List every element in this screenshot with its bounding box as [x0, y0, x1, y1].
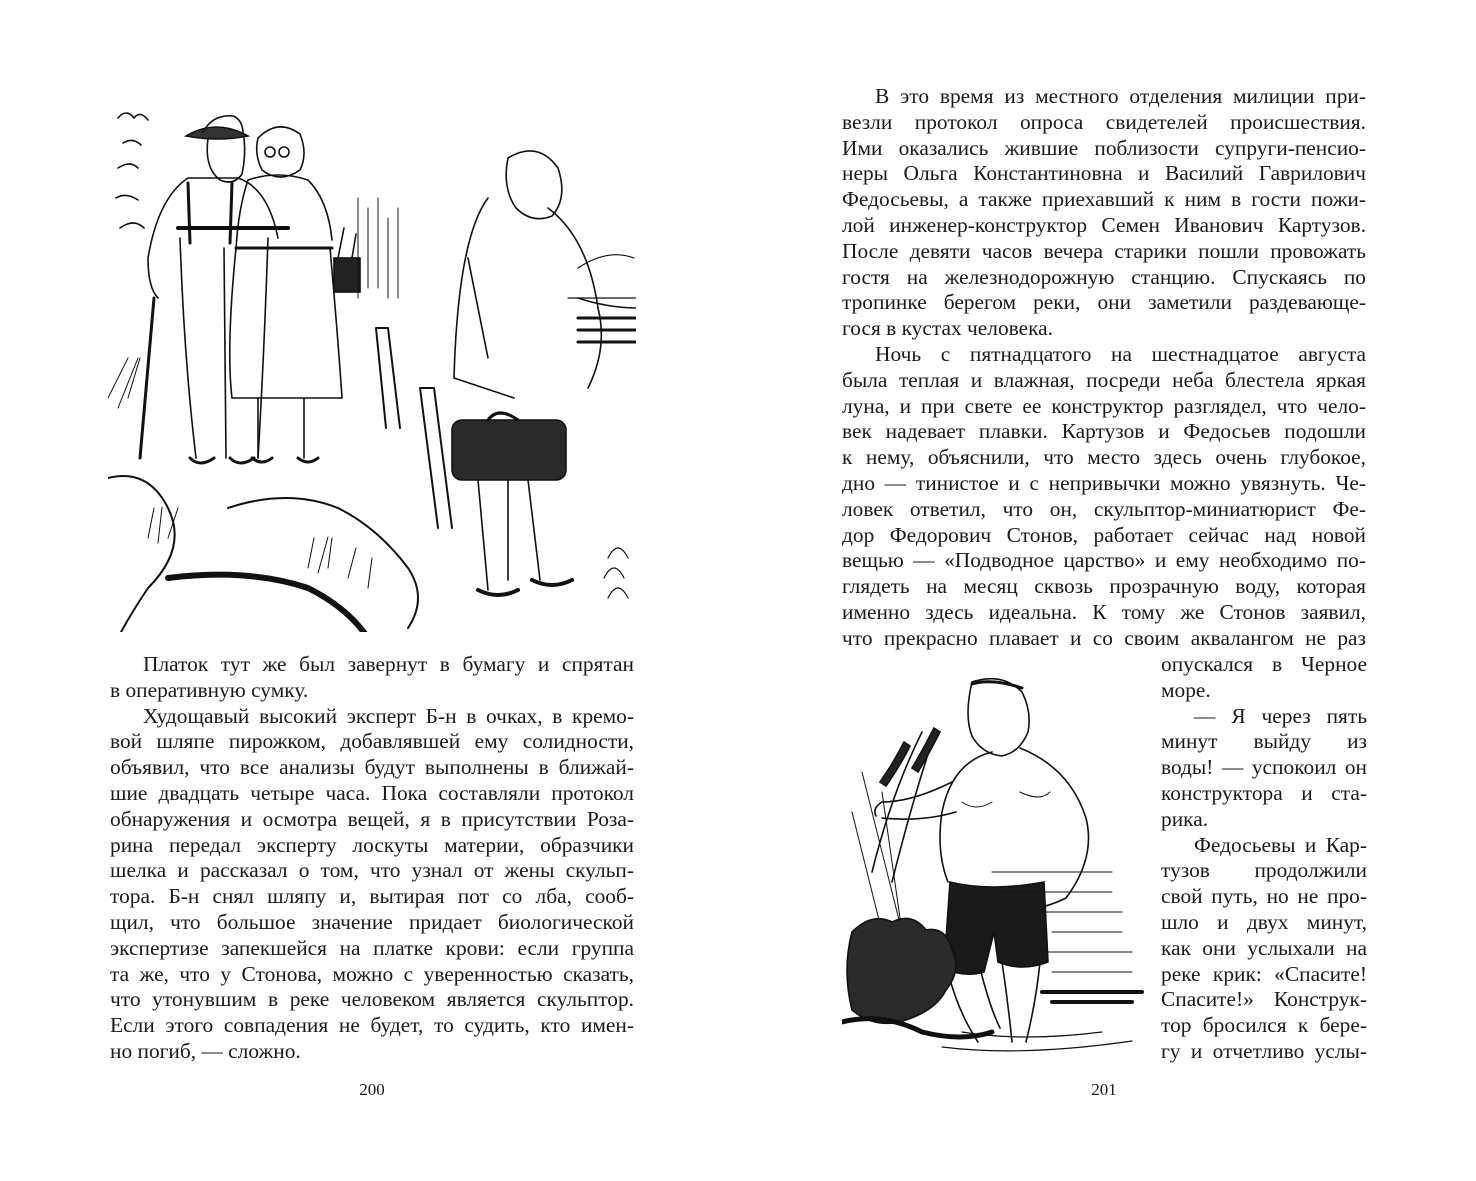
text-line: вещью — «Подводное царство» и ему необходимо по-	[842, 548, 1366, 573]
paragraph	[842, 342, 1366, 652]
text-line: В это время из местного отделения милиции при-	[875, 84, 1366, 108]
text-line: рина передал эксперту лоскуты материи, образчики	[110, 832, 634, 857]
text-line: свой путь, но не про-	[1161, 884, 1367, 909]
paragraph	[110, 652, 634, 704]
illustration-drawing	[842, 672, 1152, 1062]
page-number-left: 200	[359, 1080, 385, 1099]
text-line: шло и двух минут,	[1161, 909, 1367, 934]
right-page-body-text	[842, 84, 1366, 652]
text-line: гу и отчетливо услы-	[1161, 1038, 1367, 1063]
left-page-body-text	[110, 652, 634, 1065]
text-line: тор бросился к бере-	[1161, 1013, 1367, 1038]
text-line: дор Федорович Стонов, работает сейчас над новой	[842, 522, 1366, 547]
text-line: Ночь с пятнадцатого на шестнадцатое августа	[875, 341, 1366, 366]
text-line: море.	[1161, 677, 1211, 702]
text-line: именно здесь идеальна. К тому же Стонов заявил,	[842, 599, 1366, 624]
text-line: неры Ольга Константиновна и Василий Гаврилович	[842, 161, 1366, 186]
text-line: — Я через пять	[1194, 703, 1367, 728]
text-line: Федосьевы и Кар-	[1194, 832, 1367, 857]
text-line: объявил, что все анализы будут выполнены в ближай-	[110, 755, 634, 780]
paragraph	[1161, 833, 1367, 1065]
text-line: Ими оказались жившие поблизости супруги-пенсио-	[842, 135, 1366, 160]
page-number-right: 201	[1091, 1080, 1117, 1099]
text-line: век надевает плавки. Картузов и Федосьев подошли	[842, 419, 1366, 444]
text-line: тузов продолжили	[1161, 858, 1367, 883]
text-line: в оперативную сумку.	[110, 677, 309, 702]
text-line: обнаружения и осмотра вещей, я в присутствии Роза-	[110, 806, 634, 831]
text-line: лой инженер-конструктор Семен Иванович Картузов.	[842, 212, 1366, 237]
text-line: гося в кустах человека.	[842, 316, 1054, 341]
text-line: Платок тут же был завернут в бумагу и спрятан	[143, 652, 634, 676]
text-line: опускался в Черное	[1161, 652, 1367, 676]
text-line: глядеть на месяц сквозь прозрачную воду, которая	[842, 574, 1366, 599]
text-line: везли протокол опроса свидетелей происшествия.	[842, 109, 1366, 134]
text-line: была теплая и влажная, посреди неба блестела яркая	[842, 367, 1366, 392]
text-line: реке крик: «Спасите!	[1161, 961, 1367, 986]
text-line: дно — тинистое и с непривычки можно увязнуть. Че-	[842, 470, 1366, 495]
text-line: конструктора и ста-	[1161, 780, 1367, 805]
text-line: щил, что большое значение придает биологической	[110, 909, 634, 934]
text-line: Спасите!» Конструк-	[1161, 987, 1367, 1012]
text-line: что утонувшим в реке человеком является скульптор.	[110, 987, 634, 1012]
text-line: Федосьевы, а также приехавший к ним в гости пожи-	[842, 187, 1366, 212]
text-line: экспертизе запекшейся на платке крови: если группа	[110, 935, 634, 960]
text-line: Если этого совпадения не будет, то судить, кто имен-	[110, 1013, 634, 1038]
text-line: вой шляпе пирожком, добавлявшей ему солидности,	[110, 729, 634, 754]
paragraph	[1161, 652, 1367, 704]
text-line: как они услыхали на	[1161, 935, 1367, 960]
paragraph	[110, 704, 634, 1065]
text-line: тора. Б-н снял шляпу и, вытирая пот со лба, сооб-	[110, 884, 634, 909]
text-line: к нему, объяснили, что место здесь очень глубокое,	[842, 445, 1366, 470]
paragraph	[1161, 704, 1367, 833]
text-line: тропинке берегом реки, они заметили раздевающе-	[842, 290, 1366, 315]
text-line: гостя на железнодорожную станцию. Спускаясь по	[842, 264, 1366, 289]
right-page-side-text	[1161, 652, 1367, 1065]
text-line: та же, что у Стонова, можно с уверенностью сказать,	[110, 961, 634, 986]
text-line: но погиб, — сложно.	[110, 1038, 301, 1063]
paragraph	[842, 84, 1366, 342]
illustration-elderly-couple-and-man-with-bag	[108, 98, 636, 632]
text-line: После девяти часов вечера старики пошли провожать	[842, 238, 1366, 263]
text-line: рика.	[1161, 806, 1209, 831]
text-line: воды! — успокоил он	[1161, 755, 1367, 780]
text-line: минут выйду из	[1161, 729, 1367, 754]
illustration-drawing	[108, 98, 636, 632]
illustration-man-in-swim-trunks	[842, 672, 1152, 1062]
text-line: шелка и рассказал о том, что узнал от жены скульп-	[110, 858, 634, 883]
text-line: луна, и при свете ее конструктор разглядел, что чело-	[842, 393, 1366, 418]
text-line: Худощавый высокий эксперт Б-н в очках, в кремо-	[143, 703, 634, 728]
text-line: что прекрасно плавает и со своим аквалангом не раз	[842, 625, 1366, 650]
text-line: ловек ответил, что он, скульптор-миниатюрист Фе-	[842, 496, 1366, 521]
text-line: шие двадцать четыре часа. Пока составляли протокол	[110, 780, 634, 805]
